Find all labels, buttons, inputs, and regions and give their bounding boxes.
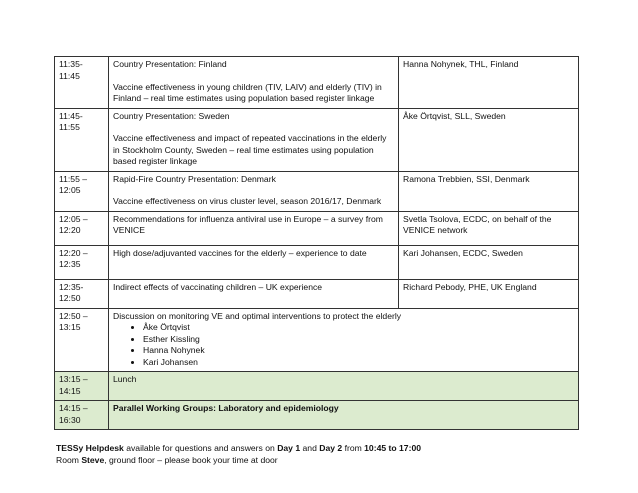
- lunch-cell: [109, 372, 579, 401]
- discussion-title: Discussion on monitoring VE and optimal interventions to protect the elderly: [113, 310, 402, 321]
- session-cell: [109, 211, 399, 245]
- parallel-row: [55, 401, 579, 430]
- time-start: 13:15 –: [59, 374, 88, 384]
- time-end: 12:50: [59, 293, 81, 303]
- day1-label: Day 1: [277, 443, 301, 453]
- time-start: 12:50 –: [59, 310, 88, 321]
- speaker-cell: [399, 279, 579, 308]
- session-cell: [109, 279, 399, 308]
- time-end: 14:15: [59, 385, 81, 396]
- lunch-title: Lunch: [113, 374, 137, 384]
- time-cell: [55, 401, 109, 430]
- session-description: Vaccine effectiveness in young children (TIV, LAIV) and elderly (TIV) in Finland – real time estimates using population based register linkage: [113, 81, 382, 103]
- discussion-cell: [109, 308, 579, 372]
- speaker-cell: [399, 57, 579, 109]
- time-cell: [55, 308, 109, 372]
- time-start: 11:55 –: [59, 173, 88, 184]
- time-cell: [55, 211, 109, 245]
- time-start: 11:35-: [59, 59, 83, 69]
- speaker-cell: [399, 245, 579, 279]
- time-cell: [55, 57, 109, 109]
- session-cell: [109, 171, 399, 211]
- agenda-row: [55, 279, 579, 308]
- agenda-row: [55, 171, 579, 211]
- session-cell: [109, 108, 399, 171]
- time-cell: [55, 245, 109, 279]
- lunch-row: [55, 372, 579, 401]
- list-item: • Esther Kissling: [143, 334, 574, 346]
- session-title: Recommendations for influenza antiviral use in Europe – a survey from VENICE: [113, 213, 383, 235]
- helpdesk-text: available for questions and answers on: [123, 443, 278, 453]
- time-cell: [55, 171, 109, 211]
- session-description: Vaccine effectiveness on virus cluster level, season 2016/17, Denmark: [113, 196, 382, 206]
- time-end: 16:30: [59, 414, 81, 425]
- session-title: Rapid-Fire Country Presentation: Denmark: [113, 173, 276, 184]
- speaker-cell: [399, 171, 579, 211]
- helpdesk-text: from: [342, 443, 365, 453]
- speaker-cell: [399, 108, 579, 171]
- time-cell: [55, 372, 109, 401]
- agenda-row: [55, 245, 579, 279]
- room-text: , ground floor – please book your time at door: [104, 455, 278, 465]
- session-description: Vaccine effectiveness and impact of repeated vaccinations in the elderly in Stockholm County, Sweden – real time estimates using population based register linkage: [113, 133, 387, 166]
- speaker-cell: [399, 211, 579, 245]
- time-start: 12:20 –: [59, 247, 88, 258]
- agenda-row: [55, 211, 579, 245]
- helpdesk-name: TESSy Helpdesk: [56, 443, 124, 453]
- speaker-name: Hanna Nohynek, THL, Finland: [403, 59, 519, 69]
- time-end: 12:35: [59, 259, 81, 269]
- list-item: • Hanna Nohynek: [143, 345, 574, 357]
- agenda-row: [55, 108, 579, 171]
- session-cell: [109, 57, 399, 109]
- time-start: 12:35-: [59, 281, 84, 292]
- footer-note: [56, 442, 596, 466]
- helpdesk-text: and: [300, 443, 320, 453]
- time-start: 12:05 –: [59, 213, 88, 224]
- discussion-row: [55, 308, 579, 372]
- speaker-name: Svetla Tsolova, ECDC, on behalf of the VENICE network: [403, 213, 552, 235]
- day2-label: Day 2: [319, 443, 343, 453]
- session-cell: [109, 245, 399, 279]
- time-cell: [55, 108, 109, 171]
- speaker-name: Richard Pebody, PHE, UK England: [403, 281, 537, 292]
- speaker-name: Ramona Trebbien, SSI, Denmark: [403, 173, 530, 184]
- time-end: 12:20: [59, 225, 81, 235]
- list-item: • Kari Johansen: [143, 357, 574, 369]
- parallel-cell: [109, 401, 579, 430]
- time-cell: [55, 279, 109, 308]
- time-end: 11:55: [59, 122, 80, 132]
- session-title: Country Presentation: Finland: [113, 59, 227, 69]
- discussion-speaker-list: [113, 322, 574, 368]
- agenda-row: [55, 57, 579, 109]
- parallel-title: Parallel Working Groups: Laboratory and epidemiology: [113, 403, 339, 413]
- time-start: 14:15 –: [59, 403, 88, 413]
- room-text: Room: [56, 455, 82, 465]
- session-title: Indirect effects of vaccinating children – UK experience: [113, 281, 323, 292]
- helpdesk-line: [56, 442, 596, 454]
- list-item: • Åke Örtqvist: [143, 322, 574, 334]
- session-title: Country Presentation: Sweden: [113, 110, 230, 121]
- time-start: 11:45-: [59, 110, 83, 121]
- room-line: [56, 454, 596, 466]
- room-name: Steve: [81, 455, 105, 465]
- time-end: 12:05: [59, 185, 81, 195]
- speaker-name: Kari Johansen, ECDC, Sweden: [403, 247, 523, 258]
- time-end: 13:15: [59, 322, 81, 332]
- helpdesk-hours: 10:45 to 17:00: [364, 443, 422, 453]
- session-title: High dose/adjuvanted vaccines for the elderly – experience to date: [113, 247, 367, 258]
- agenda-table: [54, 56, 579, 430]
- speaker-name: Åke Örtqvist, SLL, Sweden: [403, 110, 506, 121]
- time-end: 11:45: [59, 70, 80, 81]
